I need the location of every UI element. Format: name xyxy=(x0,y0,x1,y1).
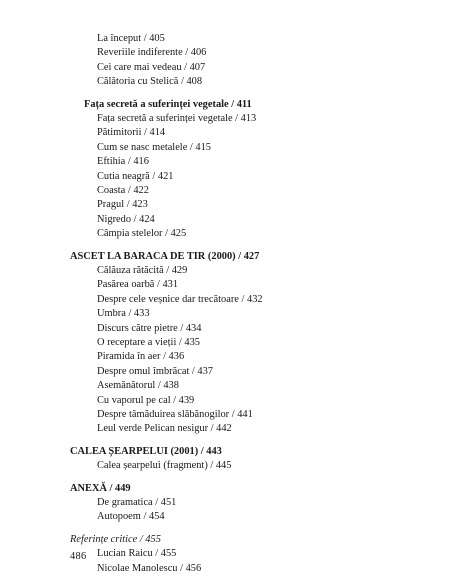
toc-section-heading: Referințe critice / 455 xyxy=(70,534,161,545)
toc-entry: Despre tămăduirea slăbănogilor / 441 xyxy=(97,409,253,420)
toc-entry: Nigredo / 424 xyxy=(97,214,155,225)
toc-entry: Pătimitorii / 414 xyxy=(97,127,166,138)
toc-entry: Câmpia stelelor / 425 xyxy=(97,228,187,239)
toc-section-heading: ASCET LA BARACA DE TIR (2000) / 427 xyxy=(70,251,260,262)
toc-entry: Calea șearpelui (fragment) / 445 xyxy=(97,460,232,471)
toc-entry: Călăuza rătăcită / 429 xyxy=(97,265,188,276)
toc-entry: Despre omul îmbrăcat / 437 xyxy=(97,366,213,377)
toc-entry: Autopoem / 454 xyxy=(97,511,165,522)
toc-entry: Eftihia / 416 xyxy=(97,156,149,167)
toc-entry: Cu vaporul pe cal / 439 xyxy=(97,395,195,406)
toc-entry: Călătoria cu Stelică / 408 xyxy=(97,76,203,87)
toc-section-heading: CALEA ȘEARPELUI (2001) / 443 xyxy=(70,446,222,457)
toc-section-heading: ANEXĂ / 449 xyxy=(70,483,131,494)
toc-entry: Lucian Raicu / 455 xyxy=(97,548,177,559)
toc-entry: Asemănătorul / 438 xyxy=(97,380,179,391)
toc-entry: Despre cele veșnice dar trecătoare / 432 xyxy=(97,294,263,305)
toc-entry: Pasărea oarbă / 431 xyxy=(97,279,179,290)
toc-entry: Pragul / 423 xyxy=(97,199,148,210)
toc-entry: Reveriile indiferente / 406 xyxy=(97,47,207,58)
toc-entry: Fața secretă a suferinței vegetale / 413 xyxy=(97,113,257,124)
toc-entry: Umbra / 433 xyxy=(97,308,150,319)
toc-entry: O receptare a vieții / 435 xyxy=(97,337,200,348)
page-number: 486 xyxy=(70,551,87,562)
toc-entry: Discurs către pietre / 434 xyxy=(97,323,202,334)
toc-section-heading: Fața secretă a suferinței vegetale / 411 xyxy=(84,99,252,110)
toc-entry: Leul verde Pelican nesigur / 442 xyxy=(97,423,232,434)
toc-entry: Cutia neagră / 421 xyxy=(97,171,174,182)
toc-entry: Coasta / 422 xyxy=(97,185,149,196)
toc-entry: Piramida în aer / 436 xyxy=(97,351,185,362)
toc-entry: Cum se nasc metalele / 415 xyxy=(97,142,211,153)
toc-entry: De gramatica / 451 xyxy=(97,497,177,508)
toc-entry: Cei care mai vedeau / 407 xyxy=(97,62,206,73)
toc-entry: Nicolae Manolescu / 456 xyxy=(97,563,202,574)
toc-entry: La început / 405 xyxy=(97,33,165,44)
